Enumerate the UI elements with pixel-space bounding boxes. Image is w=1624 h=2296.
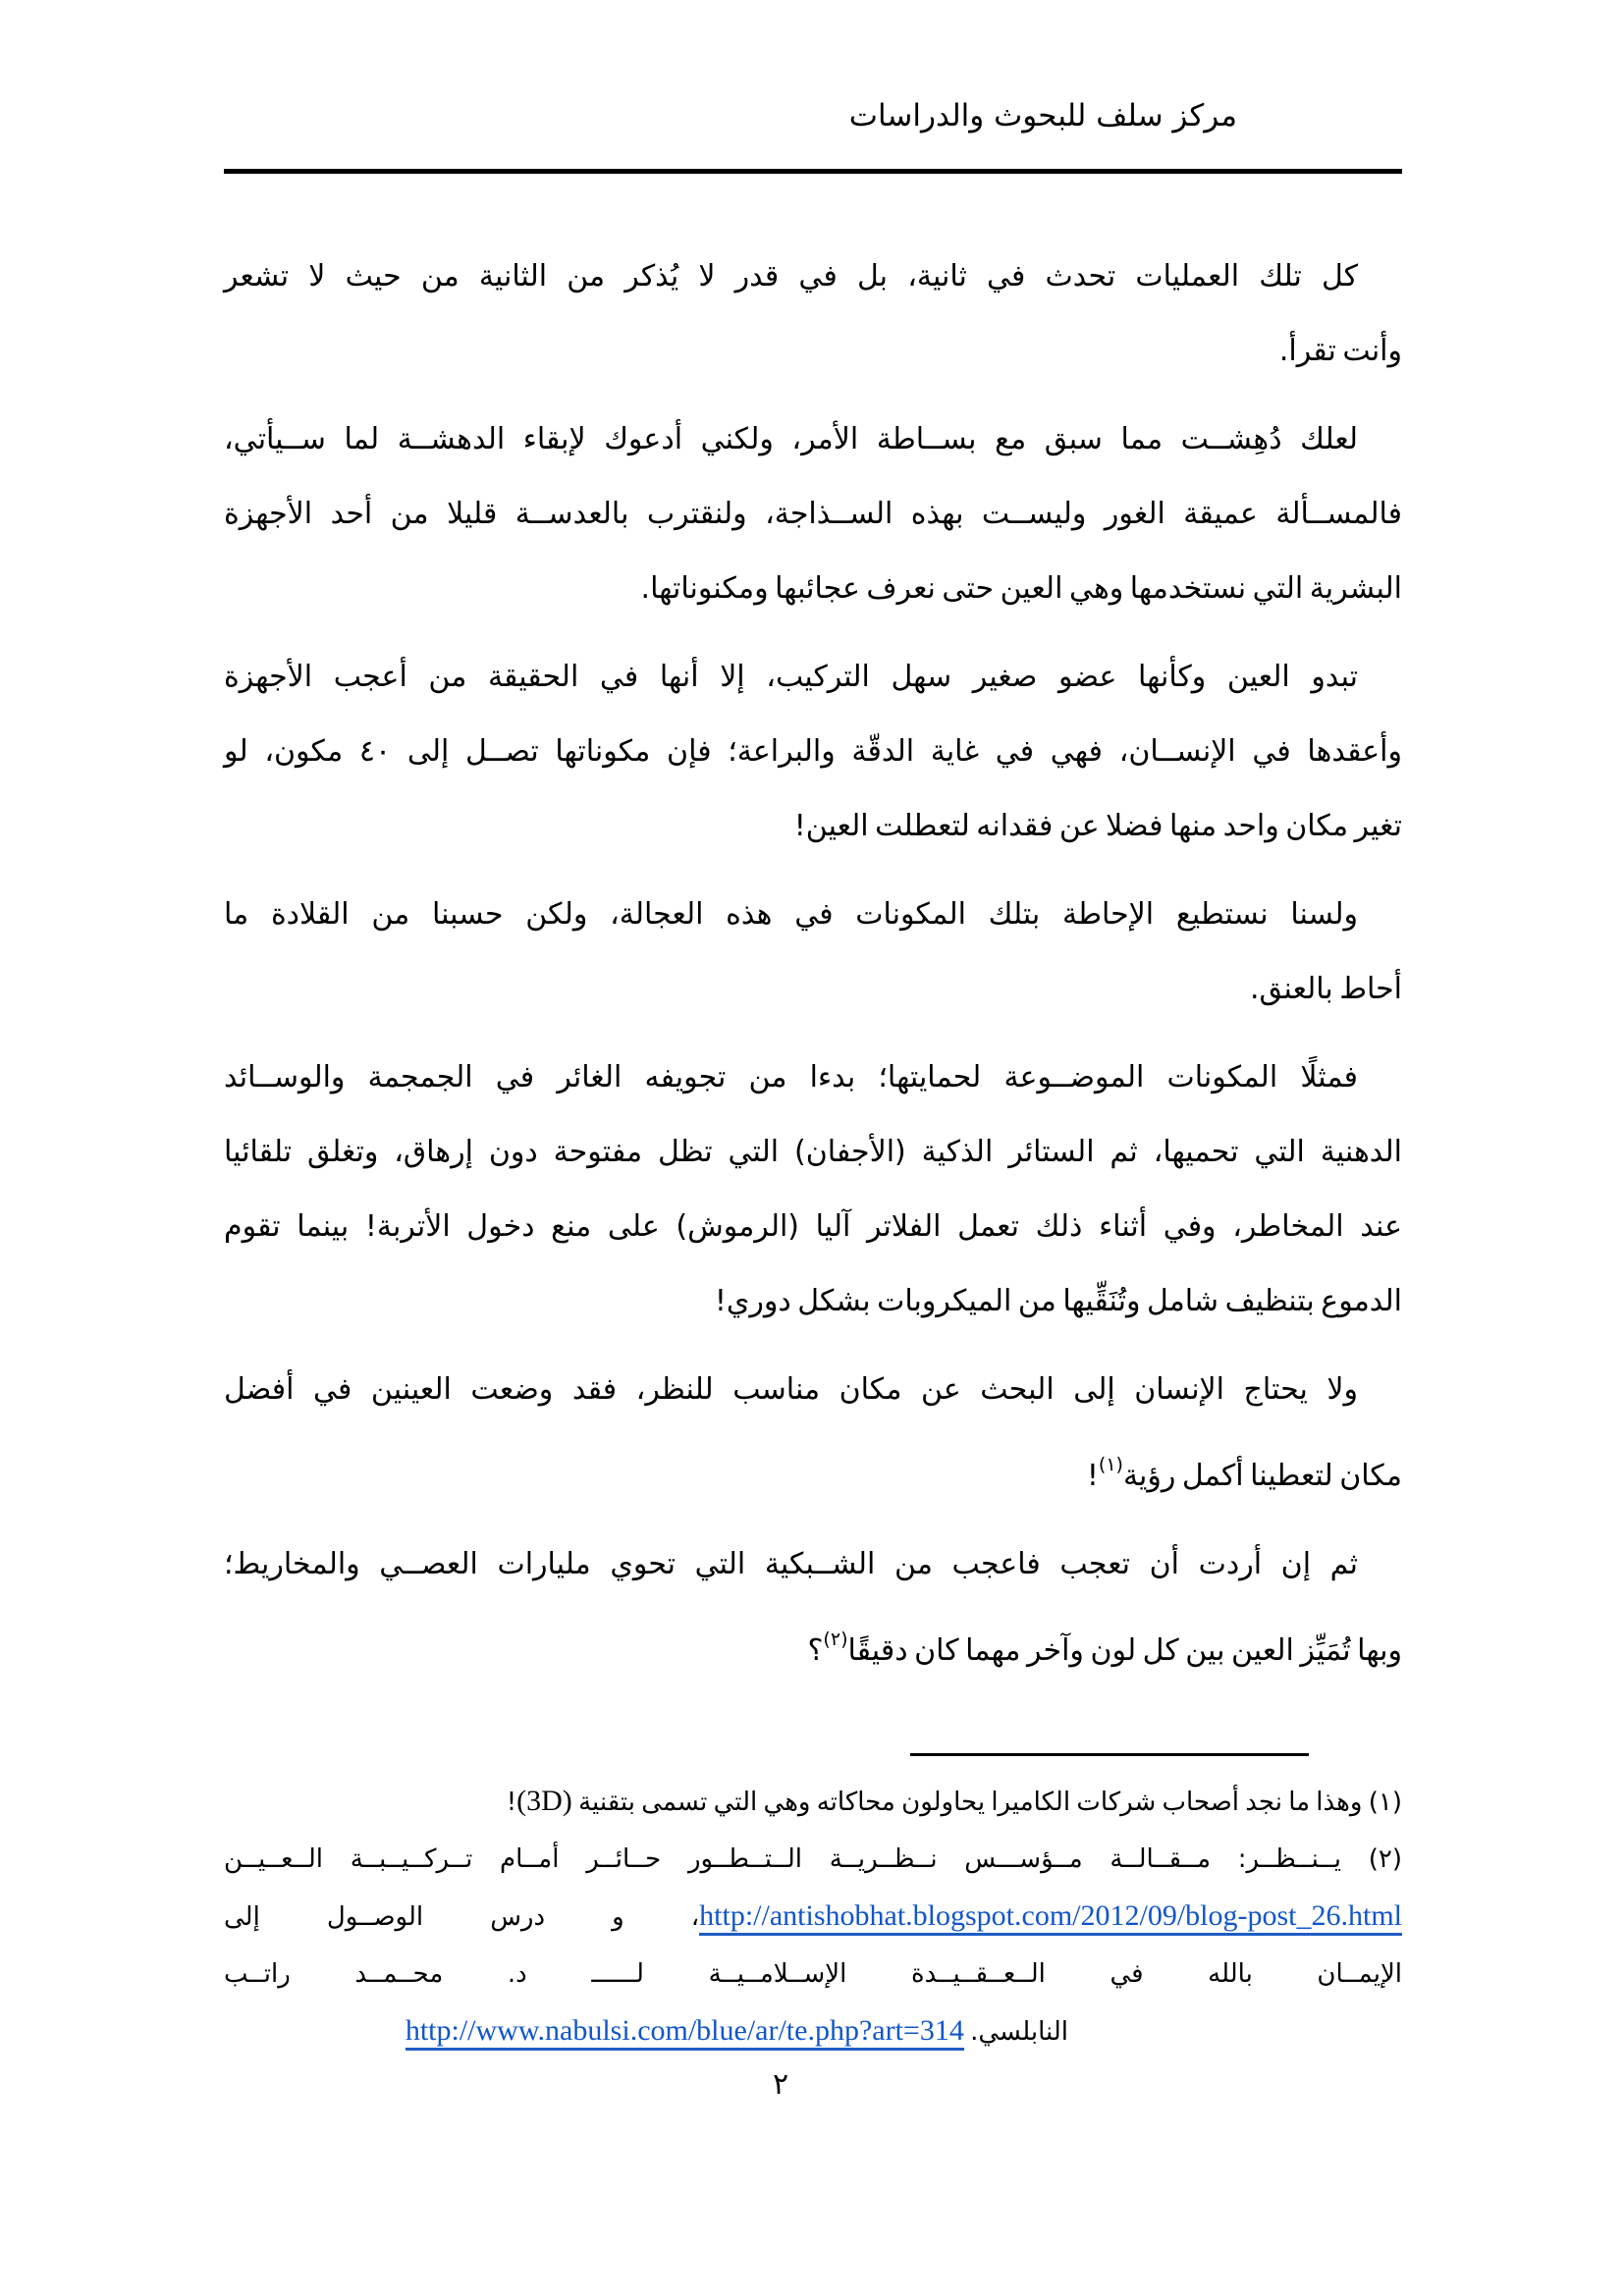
- footnote-2-line-3: الإيمــان بالله في الــعــقــيــدة الإســلامــيــة لــــــ د. محــمــد راتــب: [224, 1959, 1402, 1989]
- paragraph-1: [224, 240, 1402, 389]
- text-segment: !: [1086, 1459, 1099, 1493]
- link-nabulsi[interactable]: http://www.nabulsi.com/blue/ar/te.php?art=314: [406, 2014, 964, 2051]
- text-segment: مكان لتعطينا أكمل رؤية: [1122, 1459, 1402, 1493]
- footnotes-section: [224, 1773, 1402, 2060]
- text-line: فالمســألة عميقة الغور وليســت بهذه الســذاجة، ولنقترب بالعدســة قليلا من أحد الأجهزة: [224, 497, 1402, 531]
- text-segment: وبها تُمَيِّز العين بين كل لون وآخر مهما كان دقيقًا: [847, 1633, 1402, 1668]
- text-line: ثم إن أردت أن تعجب فاعجب من الشــبكية التي تحوي مليارات العصــي والمخاريط؛: [224, 1547, 1358, 1581]
- text-line: ولسنا نستطيع الإحاطة بتلك المكونات في هذه العجالة، ولكن حسبنا من القلادة ما: [224, 897, 1358, 932]
- footnote-2-text: النابلسي.: [970, 2017, 1068, 2047]
- text-line: أحاط بالعنق.: [1249, 972, 1402, 1006]
- paragraph-5: [224, 1041, 1402, 1339]
- footnote-ref-1: (١): [1098, 1454, 1123, 1475]
- footnote-2-line-2: [224, 1888, 1402, 1946]
- text-line: فمثلًا المكونات الموضــوعة لحمايتها؛ بدءا من تجويفه الغائر في الجمجمة والوســائد: [224, 1060, 1358, 1095]
- text-line: البشرية التي نستخدمها وهي العين حتى نعرف عجائبها ومكنوناتها.: [640, 571, 1402, 606]
- paragraph-3: [224, 640, 1402, 864]
- text-line: لعلك دُهِشــت مما سبق مع بســاطة الأمر، ولكني أدعوك لإبقاء الدهشــة لما ســيأتي،: [224, 422, 1358, 456]
- paragraph-4: [224, 878, 1402, 1027]
- footnote-separator: [910, 1753, 1309, 1756]
- footnote-2-marker: (٢): [1368, 1844, 1402, 1874]
- text-line: تغير مكان واحد منها فضلا عن فقدانه لتعطلت العين!: [793, 809, 1402, 843]
- link-antishobhat-blogspot[interactable]: http://antishobhat.blogspot.com/2012/09/blog-post_26.html: [699, 1899, 1402, 1936]
- text-line: تبدو العين وكأنها عضو صغير سهل التركيب، إلا أنها في الحقيقة من أعجب الأجهزة: [224, 660, 1358, 694]
- text-segment: ؟: [807, 1633, 824, 1668]
- text-line: وأعقدها في الإنســان، فهي في غاية الدقّة والبراعة؛ فإن مكوناتها تصــل إلى ٤٠ مكون، لو: [224, 734, 1403, 769]
- body-text: [224, 240, 1402, 1702]
- footnote-2-text: ، و درس الوصــول إلى: [224, 1902, 700, 1932]
- text-line: [224, 1602, 1402, 1688]
- footnote-1-tail: !: [506, 1788, 517, 1817]
- paragraph-2: [224, 402, 1402, 626]
- footnote-ref-2: (٢): [823, 1629, 848, 1650]
- paragraph-6: [224, 1353, 1402, 1514]
- page-header-title: مركز سلف للبحوث والدراسات: [848, 98, 1237, 133]
- text-line: وأنت تقرأ.: [1278, 334, 1402, 368]
- footnote-2-line-1: [224, 1831, 1402, 1888]
- text-line: عند المخاطر، وفي أثناء ذلك تعمل الفلاتر آليا (الرموش) على منع دخول الأتربة! بينما تقوم: [224, 1209, 1402, 1244]
- text-line: ولا يحتاج الإنسان إلى البحث عن مكان مناسب للنظر، فقد وضعت العينين في أفضل: [224, 1372, 1358, 1407]
- footnote-1-text: وهذا ما نجد أصحاب شركات الكاميرا يحاولون محاكاته وهي التي تسمى بتقنية: [571, 1788, 1369, 1817]
- text-line: كل تلك العمليات تحدث في ثانية، بل في قدر لا يُذكر من الثانية من حيث لا تشعر: [224, 259, 1358, 294]
- text-line: الدهنية التي تحميها، ثم الستائر الذكية (الأجفان) التي تظل مفتوحة دون إرهاق، وتغلق تلقائيا: [224, 1135, 1402, 1169]
- footnote-2-text: يــنــظــر: مــقــالــة مــؤســـس نــظــريــة الــتــطــور حــائــر أمــام تــركــيــبــة الــعــيــن: [224, 1844, 1369, 1874]
- text-line: الدموع بتنظيف شامل وتُنَقِّيها من الميكروبات بشكل دوري!: [714, 1284, 1402, 1318]
- footnote-1-marker: (١): [1368, 1788, 1402, 1817]
- paragraph-7: [224, 1527, 1402, 1688]
- footnote-1-latin-3d: (3D): [516, 1785, 572, 1817]
- footnote-2-line-4: [224, 2002, 1402, 2060]
- page-number: ٢: [772, 2067, 789, 2102]
- header-rule: [224, 169, 1402, 174]
- footnote-1: [224, 1773, 1402, 1831]
- text-line: [224, 1427, 1402, 1514]
